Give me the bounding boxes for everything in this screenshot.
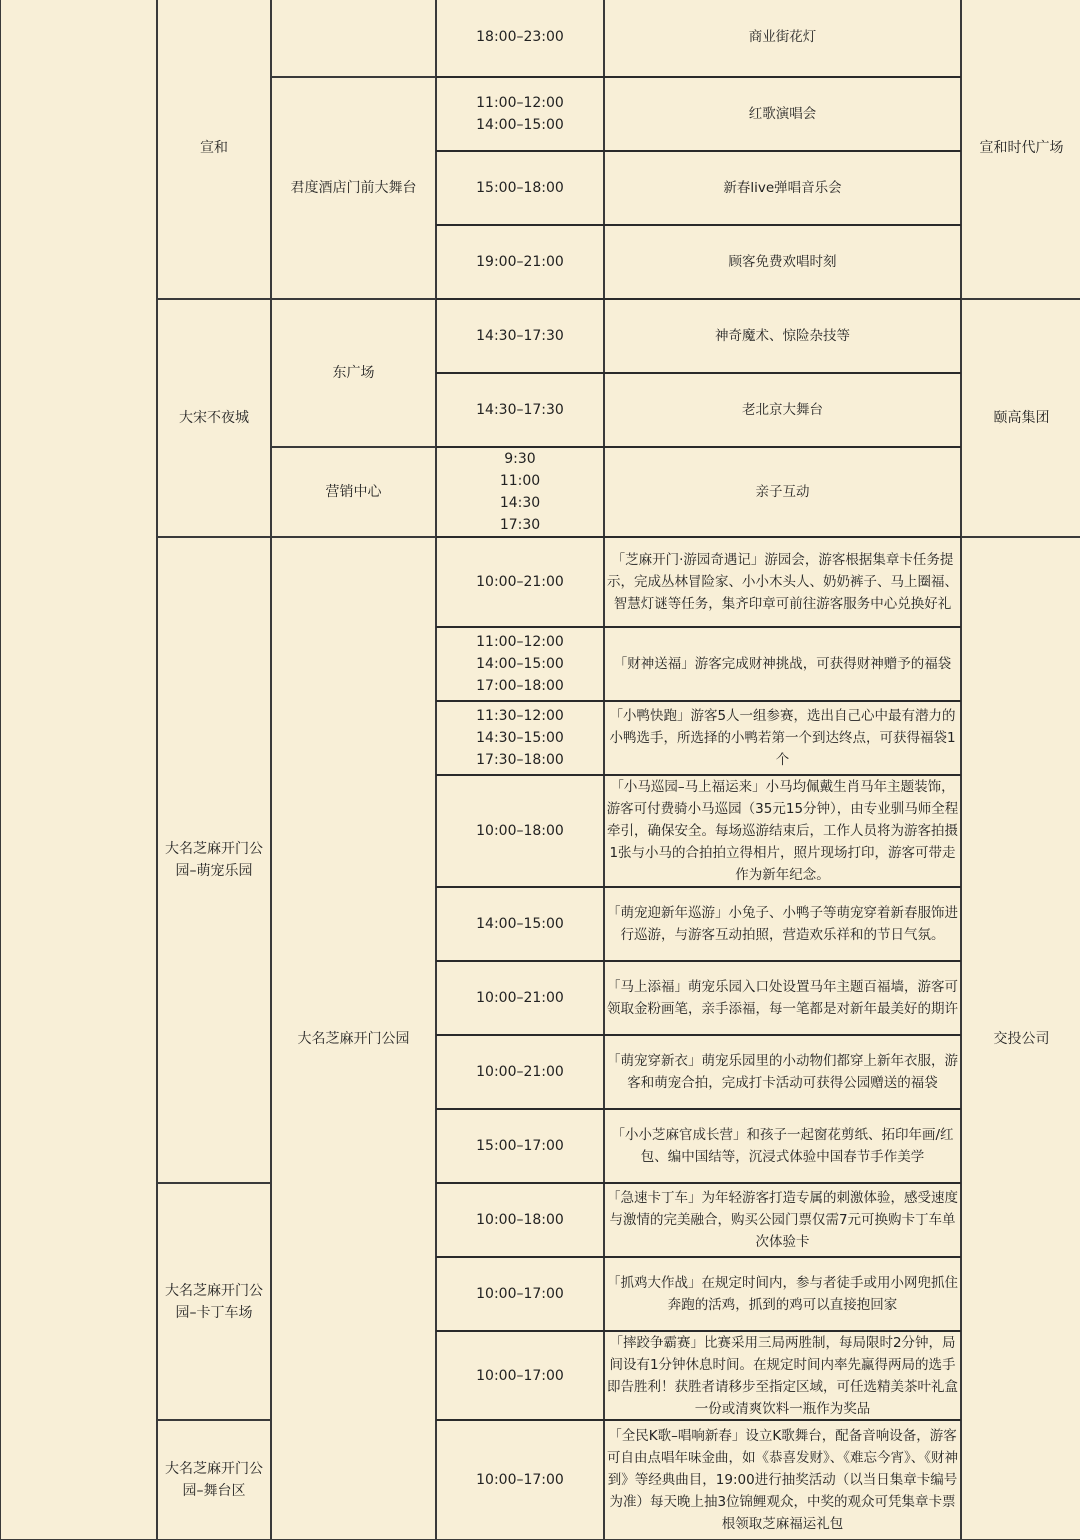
time-slot: 15:00–17:00 <box>476 1138 564 1154</box>
row-divider <box>436 224 961 226</box>
row-divider <box>436 1419 961 1421</box>
time-slot: 17:30–18:00 <box>476 752 564 768</box>
organizer-cell <box>961 299 1080 537</box>
time-slot: 10:00–21:00 <box>476 574 564 590</box>
time-cell <box>436 775 604 887</box>
row-divider <box>436 1256 961 1258</box>
time-slot: 17:00–18:00 <box>476 678 564 694</box>
activity-description: 顾客免费欢唱时刻 <box>728 254 837 270</box>
activity-description: 「全民K歌–唱响新春」设立K歌舞台，配备音响设备，游客可自由点唱年味金曲，如《恭喜发财》、《难忘今宵》、《财神到》等经典曲目，19:00进行抽奖活动（以当日集章卡编号为准）每天晚上抽3位锦鲤观众，中奖的观众可凭集章卡票根领取芝麻福运礼包 <box>607 1428 958 1532</box>
area-name: 宣和 <box>200 139 228 156</box>
activity-cell <box>604 1420 961 1540</box>
time-slot: 11:00 <box>499 473 541 489</box>
activity-description: 红歌演唱会 <box>748 106 817 122</box>
activity-cell <box>604 299 961 373</box>
activity-cell <box>604 627 961 701</box>
time-slot: 10:00–17:00 <box>476 1472 564 1488</box>
time-slot: 14:30 <box>499 495 541 511</box>
time-slot: 10:00–17:00 <box>476 1286 564 1302</box>
activity-cell <box>604 151 961 225</box>
time-slot: 14:00–15:00 <box>476 117 564 133</box>
venue-name: 东广场 <box>332 365 375 381</box>
time-slot: 14:00–15:00 <box>476 656 564 672</box>
venue-name: 君度酒店门前大舞台 <box>290 180 417 196</box>
time-slot: 10:00–18:00 <box>476 1212 564 1228</box>
activity-cell <box>604 775 961 887</box>
time-slot: 10:00–18:00 <box>476 823 564 839</box>
activity-description: 「小鸭快跑」游客5人一组参赛，选出自己心中最有潜力的小鸭选手，所选择的小鸭若第一个到达终点，可获得福袋1个 <box>609 708 956 768</box>
time-cell <box>436 887 604 961</box>
activity-cell <box>604 373 961 447</box>
time-slot: 14:30–17:30 <box>476 402 564 418</box>
activity-cell <box>604 701 961 775</box>
time-cell <box>436 1183 604 1257</box>
activity-description: 新春live弹唱音乐会 <box>723 180 842 196</box>
row-divider <box>436 76 961 78</box>
row-divider <box>436 150 961 152</box>
time-slot: 14:30–15:00 <box>476 730 564 746</box>
time-slot: 17:30 <box>499 517 541 533</box>
time-cell <box>436 373 604 447</box>
time-slot: 14:00–15:00 <box>476 916 564 932</box>
area-name: 大名芝麻开门公园–舞台区 <box>165 1461 263 1499</box>
activity-description: 「马上添福」萌宠乐园入口处设置马年主题百福墙，游客可领取金粉画笔，亲手添福，每一笔都是对新年最美好的期许 <box>607 979 958 1017</box>
time-slot: 11:00–12:00 <box>476 95 564 111</box>
activity-cell <box>604 225 961 299</box>
row-divider <box>436 626 961 628</box>
row-divider <box>436 960 961 962</box>
activity-description: 「萌宠穿新衣」萌宠乐园里的小动物们都穿上新年衣服，游客和萌宠合拍，完成打卡活动可获得公园赠送的福袋 <box>607 1053 958 1091</box>
area-name: 大宋不夜城 <box>179 410 249 426</box>
activity-cell <box>604 1331 961 1420</box>
area-cell <box>157 537 271 1183</box>
time-slot: 14:30–17:30 <box>476 328 564 344</box>
time-cell <box>436 627 604 701</box>
time-cell <box>436 77 604 151</box>
activity-description: 「小小芝麻官成长营」和孩子一起窗花剪纸、拓印年画/红包、编中国结等，沉浸式体验中国春节手作美学 <box>611 1127 954 1165</box>
time-cell <box>436 701 604 775</box>
area-cell <box>157 299 271 537</box>
area-name: 大名芝麻开门公园–萌宠乐园 <box>165 841 263 879</box>
time-cell <box>436 537 604 627</box>
time-cell <box>436 0 604 77</box>
venue-cell <box>271 537 436 1540</box>
row-divider <box>436 774 961 776</box>
time-cell <box>436 447 604 537</box>
activity-description: 神奇魔术、惊险杂技等 <box>715 328 850 344</box>
time-slot: 10:00–21:00 <box>476 1064 564 1080</box>
row-divider <box>436 886 961 888</box>
row-divider <box>436 372 961 374</box>
time-slot: 19:00–21:00 <box>476 254 564 270</box>
activity-description: 商业街花灯 <box>748 28 817 45</box>
row-divider <box>436 1034 961 1036</box>
time-cell <box>436 1257 604 1331</box>
area-cell <box>157 1420 271 1540</box>
time-slot: 18:00–23:00 <box>476 28 564 45</box>
venue-cell <box>271 299 436 447</box>
activity-description: 「急速卡丁车」为年轻游客打造专属的刺激体验，感受速度与激情的完美融合，购买公园门票仅需7元可换购卡丁车单次体验卡 <box>607 1190 958 1250</box>
time-slot: 15:00–18:00 <box>476 180 564 196</box>
row-divider <box>436 1330 961 1332</box>
row-divider <box>436 446 961 448</box>
row-divider <box>436 536 961 538</box>
time-slot: 11:00–12:00 <box>476 634 564 650</box>
time-cell <box>436 1109 604 1183</box>
row-divider <box>436 700 961 702</box>
time-slot: 10:00–21:00 <box>476 990 564 1006</box>
row-divider <box>436 1182 961 1184</box>
activity-cell <box>604 77 961 151</box>
activity-cell <box>604 1035 961 1109</box>
activity-description: 「抓鸡大作战」在规定时间内，参与者徒手或用小网兜抓住奔跑的活鸡，抓到的鸡可以直接抱回家 <box>607 1275 958 1313</box>
organizer-cell <box>961 0 1080 299</box>
left-margin-cell <box>0 0 157 1540</box>
row-divider <box>436 298 961 300</box>
area-cell <box>157 1183 271 1420</box>
activity-description: 「芝麻开门·游园奇遇记」游园会，游客根据集章卡任务提示，完成丛林冒险家、小小木头人、奶奶裤子、马上圈福、智慧灯谜等任务，集齐印章可前往游客服务中心兑换好礼 <box>607 552 958 612</box>
time-cell <box>436 299 604 373</box>
venue-name: 营销中心 <box>325 484 382 500</box>
time-cell <box>436 225 604 299</box>
activity-cell <box>604 887 961 961</box>
time-cell <box>436 1035 604 1109</box>
time-slot: 9:30 <box>504 451 536 467</box>
time-cell <box>436 1331 604 1420</box>
time-cell <box>436 151 604 225</box>
organizer-name: 宣和时代广场 <box>979 139 1064 156</box>
activity-cell <box>604 0 961 77</box>
activity-cell <box>604 1257 961 1331</box>
activity-description: 「摔跤争霸赛」比赛采用三局两胜制，每局限时2分钟，局间设有1分钟休息时间。在规定时间内率先赢得两局的选手即告胜利！获胜者请移步至指定区域，可任选精美茶叶礼盒一份或清爽饮料一瓶作为奖品 <box>607 1334 958 1417</box>
time-slot: 11:30–12:00 <box>476 708 564 724</box>
activity-cell <box>604 1183 961 1257</box>
activity-cell <box>604 961 961 1035</box>
activity-description: 亲子互动 <box>755 484 810 500</box>
activity-description: 「财神送福」游客完成财神挑战，可获得财神赠予的福袋 <box>613 656 952 672</box>
venue-name: 大名芝麻开门公园 <box>297 1030 410 1047</box>
activity-cell <box>604 537 961 627</box>
venue-cell <box>271 0 436 77</box>
organizer-name: 交投公司 <box>993 1030 1050 1047</box>
activity-cell <box>604 447 961 537</box>
activity-description: 老北京大舞台 <box>742 402 823 418</box>
venue-cell <box>271 447 436 537</box>
activity-cell <box>604 1109 961 1183</box>
time-slot: 10:00–17:00 <box>476 1367 564 1384</box>
venue-cell <box>271 77 436 299</box>
organizer-name: 颐高集团 <box>993 410 1050 426</box>
activity-description: 「萌宠迎新年巡游」小兔子、小鸭子等萌宠穿着新春服饰进行巡游，与游客互动拍照，营造欢乐祥和的节日气氛。 <box>607 905 958 943</box>
time-cell <box>436 1420 604 1540</box>
time-cell <box>436 961 604 1035</box>
organizer-cell <box>961 537 1080 1540</box>
activity-description: 「小马巡园–马上福运来」小马均佩戴生肖马年主题装饰，游客可付费骑小马巡园（35元15分钟），由专业驯马师全程牵引，确保安全。每场巡游结束后，工作人员将为游客拍摄1张与小马的合拍拍立得相片，照片现场打印，游客可带走作为新年纪念。 <box>606 779 959 883</box>
area-name: 大名芝麻开门公园–卡丁车场 <box>165 1282 263 1321</box>
area-cell <box>157 0 271 299</box>
row-divider <box>436 1108 961 1110</box>
